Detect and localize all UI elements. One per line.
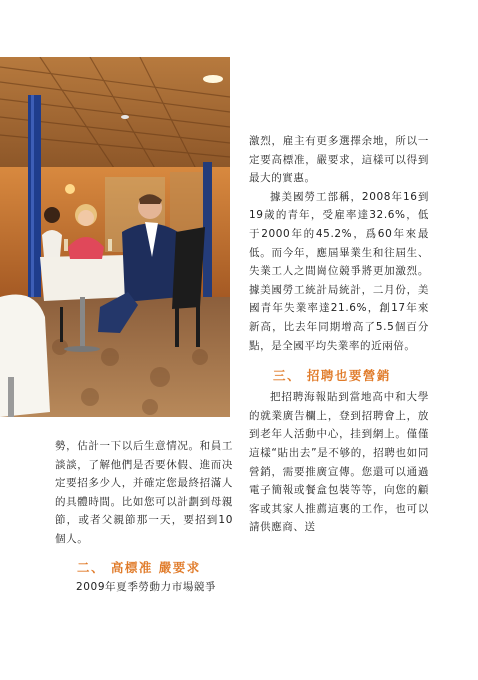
- body-paragraph: 2009年夏季勞動力市場競爭: [76, 580, 217, 593]
- body-paragraph: 勢，估計一下以后生意情况。和員工談談，了解他們是否要休假、進而决定要招多少人，并確定您最終招滿人的具體時間。比如您可以計劃到母親節，或者父親節那一天，要招到10個人。: [55, 440, 233, 545]
- body-paragraph: 把招聘海報貼到當地高中和大學的就業廣告欄上，登到招聘會上，放到老年人活動中心，挂到網上。僅僅這樣“貼出去”是不够的，招聘也如同營銷，需要推廣宣傳。您還可以通過電子簡報或餐盒包裝等等，向您的顧客或其家人推薦這裏的工作，也可以請供應商、送: [249, 391, 429, 534]
- body-paragraph: 據美國勞工部稱，2008年16到19歲的青年，受雇率達32.6%，低于2000年的45.2%，爲60年來最低。而今年，應屆畢業生和往屆生、失業工人之間崗位競爭將更加激烈。據美國勞工統計局統計，二月份，美國青年失業率達21.6%，創17年來新高，比去年同期增高了5.5個百分點，是全國平均失業率的近兩倍。: [249, 190, 429, 352]
- right-text-column: [249, 132, 429, 537]
- section-heading-3: 三、 招聘也要營銷: [273, 368, 391, 384]
- restaurant-photo: [0, 57, 230, 417]
- body-paragraph: 激烈，雇主有更多選擇余地，所以一定要高標准，嚴要求，這樣可以得到最大的實惠。: [249, 135, 429, 185]
- left-text-column: [55, 437, 233, 596]
- section-heading-2: 二、 高標准 嚴要求: [77, 559, 201, 575]
